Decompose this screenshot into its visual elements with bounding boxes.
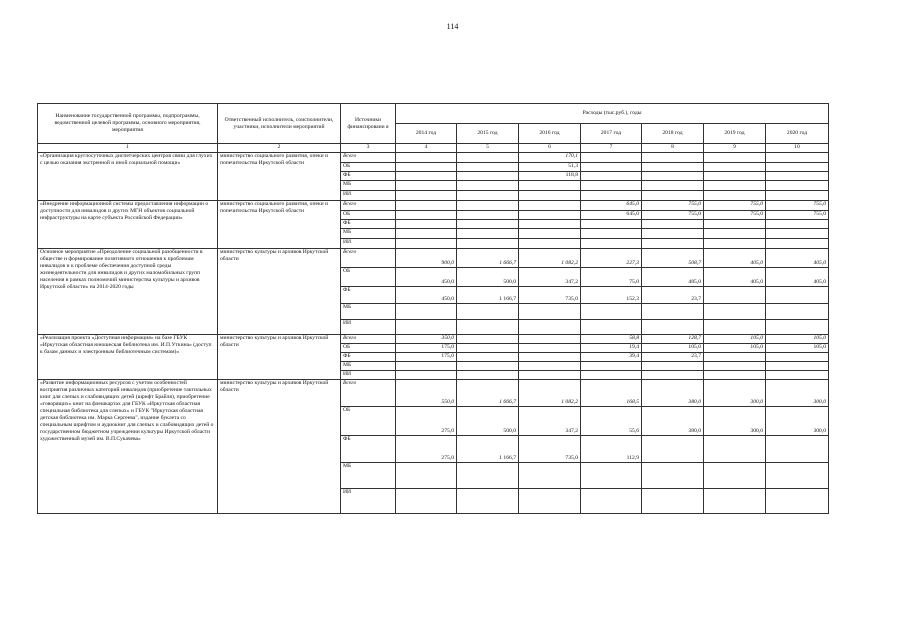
value-cell: 347,2: [519, 407, 581, 436]
value-cell: [396, 211, 457, 220]
value-cell: 645,0: [581, 201, 642, 211]
value-cell: [766, 489, 829, 514]
source-cell: МБ: [341, 362, 396, 371]
value-cell: [642, 220, 704, 229]
value-cell: [704, 320, 766, 335]
value-cell: 175,0: [396, 344, 457, 353]
value-cell: 500,0: [457, 268, 519, 287]
source-cell: МБ: [341, 463, 396, 489]
header-source: Источники финансировани я: [341, 104, 396, 144]
value-cell: [519, 239, 581, 249]
value-cell: [457, 353, 519, 362]
value-cell: [766, 353, 829, 362]
value-cell: 485,0: [642, 268, 704, 287]
value-cell: 755,0: [704, 211, 766, 220]
value-cell: 51,3: [519, 163, 581, 172]
value-cell: 755,0: [704, 201, 766, 211]
source-cell: Всего: [341, 249, 396, 268]
value-cell: [704, 362, 766, 371]
value-cell: 118,8: [519, 172, 581, 181]
value-cell: [704, 163, 766, 172]
year-header: 2014 год: [396, 124, 457, 144]
value-cell: 755,0: [766, 201, 829, 211]
value-cell: [519, 320, 581, 335]
source-cell: МБ: [341, 229, 396, 239]
executor-name: министерство культуры и архивов Иркутской области: [218, 380, 341, 514]
value-cell: 350,0: [396, 335, 457, 344]
value-cell: 450,0: [396, 287, 457, 304]
value-cell: [581, 320, 642, 335]
executor-name: министерство культуры и архивов Иркутской области: [218, 249, 341, 335]
source-cell: ИИ: [341, 191, 396, 201]
value-cell: [396, 371, 457, 380]
column-index: 4: [396, 144, 457, 153]
value-cell: [766, 163, 829, 172]
value-cell: [457, 344, 519, 353]
value-cell: [396, 362, 457, 371]
value-cell: [766, 220, 829, 229]
source-cell: ИИ: [341, 239, 396, 249]
measure-name: «Организация круглосуточных диспетчерских центров связи для глухих с целью оказания экстренной и иной социальной помощи»: [38, 153, 218, 201]
value-cell: [766, 191, 829, 201]
value-cell: [704, 371, 766, 380]
value-cell: 23,7: [642, 353, 704, 362]
value-cell: [766, 239, 829, 249]
source-cell: ИИ: [341, 371, 396, 380]
value-cell: [704, 436, 766, 463]
value-cell: [396, 463, 457, 489]
value-cell: 645,0: [581, 211, 642, 220]
value-cell: 1 082,2: [519, 380, 581, 407]
source-cell: ОБ: [341, 211, 396, 220]
value-cell: 105,0: [766, 344, 829, 353]
value-cell: 735,0: [519, 287, 581, 304]
value-cell: 405,0: [704, 268, 766, 287]
value-cell: 168,5: [581, 380, 642, 407]
source-cell: ФБ: [341, 353, 396, 362]
value-cell: [704, 172, 766, 181]
value-cell: 275,0: [396, 436, 457, 463]
value-cell: 39,4: [581, 353, 642, 362]
column-index: 1: [38, 144, 218, 153]
value-cell: [642, 239, 704, 249]
value-cell: [457, 163, 519, 172]
value-cell: [519, 220, 581, 229]
value-cell: [396, 201, 457, 211]
value-cell: 105,0: [704, 344, 766, 353]
value-cell: [396, 239, 457, 249]
value-cell: [704, 153, 766, 163]
value-cell: [704, 304, 766, 320]
value-cell: 380,0: [642, 407, 704, 436]
column-index: 6: [519, 144, 581, 153]
column-index: 9: [704, 144, 766, 153]
value-cell: [396, 304, 457, 320]
value-cell: 300,0: [704, 380, 766, 407]
value-cell: [642, 362, 704, 371]
column-index: 10: [766, 144, 829, 153]
value-cell: [581, 220, 642, 229]
value-cell: [704, 489, 766, 514]
value-cell: [457, 489, 519, 514]
value-cell: 275,0: [396, 407, 457, 436]
value-cell: [704, 220, 766, 229]
value-cell: [642, 463, 704, 489]
value-cell: [457, 172, 519, 181]
value-cell: [704, 287, 766, 304]
column-index: 7: [581, 144, 642, 153]
value-cell: [642, 304, 704, 320]
value-cell: 23,7: [642, 287, 704, 304]
value-cell: [704, 191, 766, 201]
year-header: 2018 год: [642, 124, 704, 144]
value-cell: 755,0: [642, 201, 704, 211]
value-cell: 900,0: [396, 249, 457, 268]
value-cell: [581, 229, 642, 239]
value-cell: [766, 172, 829, 181]
value-cell: 755,0: [642, 211, 704, 220]
value-cell: 58,8: [581, 335, 642, 344]
value-cell: 170,1: [519, 153, 581, 163]
source-cell: ОБ: [341, 344, 396, 353]
value-cell: [519, 344, 581, 353]
value-cell: [766, 436, 829, 463]
value-cell: [766, 371, 829, 380]
value-cell: 405,0: [766, 268, 829, 287]
source-cell: ОБ: [341, 268, 396, 287]
value-cell: [457, 335, 519, 344]
value-cell: 347,2: [519, 268, 581, 287]
value-cell: [457, 181, 519, 191]
value-cell: 380,0: [642, 380, 704, 407]
table-row: [38, 249, 829, 268]
value-cell: 152,3: [581, 287, 642, 304]
measure-name: Основное мероприятие «Преодоление социальной разобщенности в обществе и формирование позитивного отношения к проблемам инвалидов и к проблеме обеспечения доступной среды жизнедеятельности для инвалидов и других маломобильных групп населения в рамках полномочий министерства культуры и архивов Иркутской области» на 2014-2020 годы: [38, 249, 218, 335]
source-cell: ФБ: [341, 287, 396, 304]
source-cell: Всего: [341, 153, 396, 163]
source-cell: Всего: [341, 335, 396, 344]
value-cell: [581, 181, 642, 191]
table-row: [38, 380, 829, 407]
value-cell: [457, 153, 519, 163]
value-cell: [766, 463, 829, 489]
measure-name: «Внедрение информационной системы предоставления информации о доступности для инвалидов и других МГН объектов социальной инфраструктуры на карте субъекта Российской Федерации»: [38, 201, 218, 249]
value-cell: 500,0: [457, 407, 519, 436]
value-cell: [519, 211, 581, 220]
value-cell: [396, 163, 457, 172]
value-cell: [704, 229, 766, 239]
value-cell: [396, 489, 457, 514]
year-header: 2020 год: [766, 124, 829, 144]
value-cell: [766, 304, 829, 320]
source-cell: МБ: [341, 304, 396, 320]
financing-table: [37, 103, 829, 514]
value-cell: [766, 181, 829, 191]
value-cell: [519, 191, 581, 201]
source-cell: Всего: [341, 380, 396, 407]
value-cell: 550,0: [396, 380, 457, 407]
column-index: 3: [341, 144, 396, 153]
value-cell: 300,0: [766, 380, 829, 407]
value-cell: [581, 172, 642, 181]
value-cell: 19,4: [581, 344, 642, 353]
value-cell: 735,0: [519, 436, 581, 463]
year-header: 2016 год: [519, 124, 581, 144]
value-cell: [457, 371, 519, 380]
source-cell: ФБ: [341, 172, 396, 181]
value-cell: [519, 463, 581, 489]
source-cell: ИИ: [341, 320, 396, 335]
header-name: Наименование государственной программы, подпрограммы, ведомственной целевой программы, основного мероприятия, мероприятия: [38, 104, 218, 144]
value-cell: [581, 191, 642, 201]
value-cell: [457, 201, 519, 211]
value-cell: 227,3: [581, 249, 642, 268]
value-cell: [704, 239, 766, 249]
value-cell: 1 166,7: [457, 287, 519, 304]
year-header: 2019 год: [704, 124, 766, 144]
header-executor: Ответственный исполнитель, соисполнители, участники, исполнители мероприятий: [218, 104, 341, 144]
value-cell: [457, 304, 519, 320]
year-header: 2015 год: [457, 124, 519, 144]
value-cell: 1 166,7: [457, 436, 519, 463]
value-cell: [642, 320, 704, 335]
value-cell: [581, 463, 642, 489]
value-cell: [642, 153, 704, 163]
value-cell: [581, 489, 642, 514]
value-cell: [642, 436, 704, 463]
column-index: 8: [642, 144, 704, 153]
table-row: [38, 201, 829, 211]
value-cell: [766, 153, 829, 163]
value-cell: [396, 181, 457, 191]
table-row: [38, 153, 829, 163]
value-cell: 128,7: [642, 335, 704, 344]
value-cell: [642, 229, 704, 239]
source-cell: ОБ: [341, 163, 396, 172]
source-cell: ОБ: [341, 407, 396, 436]
value-cell: [519, 335, 581, 344]
value-cell: [519, 181, 581, 191]
value-cell: [396, 153, 457, 163]
source-cell: МБ: [341, 181, 396, 191]
value-cell: [457, 229, 519, 239]
source-cell: ИИ: [341, 489, 396, 514]
value-cell: [457, 362, 519, 371]
value-cell: [704, 353, 766, 362]
executor-name: министерство социального развития, опеки и попечительства Иркутской области: [218, 201, 341, 249]
column-index: 5: [457, 144, 519, 153]
value-cell: [642, 371, 704, 380]
value-cell: 1 666,7: [457, 249, 519, 268]
value-cell: 105,0: [704, 335, 766, 344]
value-cell: 55,6: [581, 407, 642, 436]
source-cell: Всего: [341, 201, 396, 211]
value-cell: 405,0: [766, 249, 829, 268]
value-cell: [457, 320, 519, 335]
value-cell: 508,7: [642, 249, 704, 268]
value-cell: [581, 239, 642, 249]
value-cell: [766, 229, 829, 239]
value-cell: [457, 220, 519, 229]
value-cell: [457, 211, 519, 220]
value-cell: 755,0: [766, 211, 829, 220]
value-cell: [519, 362, 581, 371]
value-cell: [766, 320, 829, 335]
column-index: 2: [218, 144, 341, 153]
header-expenses: Расходы (тыс.руб.), годы: [396, 104, 829, 124]
measure-name: «Развитие информационных ресурсов с учетом особенностей восприятия различных категорий инвалидов (приобретение тактильных книг для слепых и слабовидящих детей (шрифт Брайля), приобретение «говорящих» книг на флешкартах для ГБУК «Иркутская областная специальная библиотека для слепых» и ГБУК "Иркутская областная детская библиотека им. Марка Сергеева", издание буклета со специальным шрифтом и аудиокниг для слепых и слабовидящих детей о государственном бюджетном учреждении культуры Иркутской области художественный музей им. В.П.Сукачева»: [38, 380, 218, 514]
value-cell: [704, 463, 766, 489]
value-cell: 112,9: [581, 436, 642, 463]
measure-name: «Реализация проекта «Доступная информация» на базе ГБУК «Иркутская областная юношеская библиотека им. И.П.Уткина» (доступ к базам данных и электронным библиотечным системам)»: [38, 335, 218, 380]
value-cell: [519, 489, 581, 514]
value-cell: 450,0: [396, 268, 457, 287]
value-cell: 1 666,7: [457, 380, 519, 407]
value-cell: [396, 172, 457, 181]
value-cell: [396, 229, 457, 239]
value-cell: [519, 371, 581, 380]
value-cell: [581, 163, 642, 172]
value-cell: [642, 489, 704, 514]
source-cell: ФБ: [341, 220, 396, 229]
value-cell: [642, 163, 704, 172]
value-cell: [396, 220, 457, 229]
value-cell: 300,0: [704, 407, 766, 436]
source-cell: ФБ: [341, 436, 396, 463]
value-cell: [396, 320, 457, 335]
value-cell: 75,0: [581, 268, 642, 287]
value-cell: [519, 201, 581, 211]
page-number: 114: [446, 22, 459, 31]
value-cell: [642, 172, 704, 181]
value-cell: [642, 181, 704, 191]
value-cell: [766, 287, 829, 304]
value-cell: [581, 371, 642, 380]
value-cell: [766, 362, 829, 371]
value-cell: [581, 362, 642, 371]
value-cell: 105,0: [642, 344, 704, 353]
value-cell: 175,0: [396, 353, 457, 362]
value-cell: [519, 304, 581, 320]
value-cell: 300,0: [766, 407, 829, 436]
value-cell: [581, 153, 642, 163]
value-cell: 405,0: [704, 249, 766, 268]
value-cell: [581, 304, 642, 320]
value-cell: [457, 191, 519, 201]
value-cell: [519, 229, 581, 239]
value-cell: [642, 191, 704, 201]
value-cell: [704, 181, 766, 191]
table-row: [38, 335, 829, 344]
year-header: 2017 год: [581, 124, 642, 144]
executor-name: министерство социального развития, опеки и попечительства Иркутской области: [218, 153, 341, 201]
value-cell: 1 082,2: [519, 249, 581, 268]
value-cell: [457, 463, 519, 489]
executor-name: министерство культуры и архивов Иркутской области: [218, 335, 341, 380]
value-cell: [396, 191, 457, 201]
value-cell: [519, 353, 581, 362]
value-cell: [457, 239, 519, 249]
value-cell: 105,0: [766, 335, 829, 344]
